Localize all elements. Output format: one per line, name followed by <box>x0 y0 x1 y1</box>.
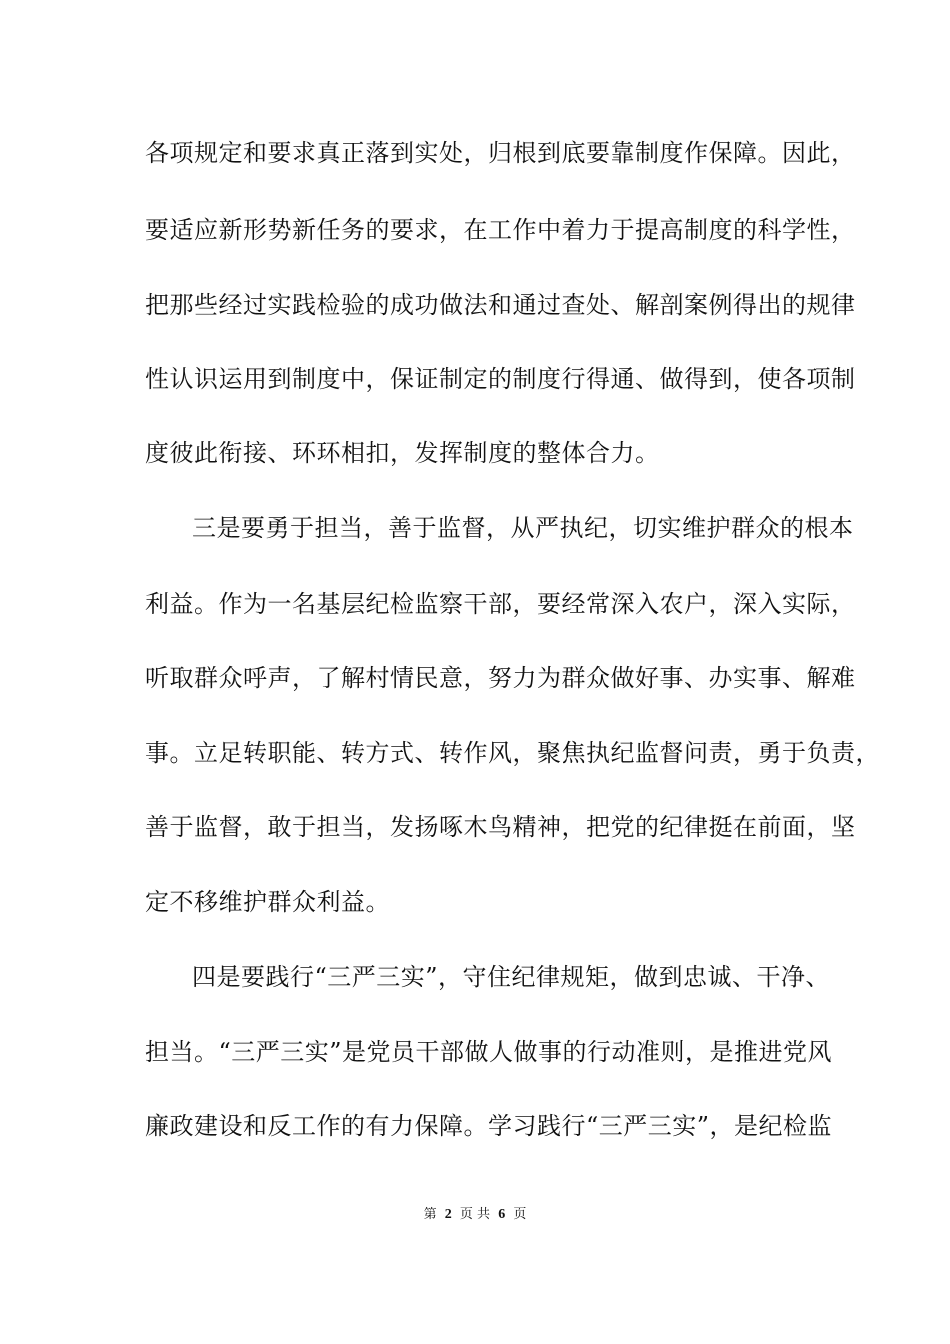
text-line-3: 把那些经过实践检验的成功做法和通过查处、解剖案例得出的规律 <box>145 291 856 319</box>
page-footer <box>0 1206 950 1224</box>
paragraph-3-first-line: 三是要勇于担当，善于监督，从严执纪，切实维护群众的根本 <box>192 514 854 542</box>
text-line-9: 事。立足转职能、转方式、转作风，聚焦执纪监督问责，勇于负责， <box>145 739 880 767</box>
text-line-2: 要适应新形势新任务的要求，在工作中着力于提高制度的科学性， <box>145 216 856 244</box>
text-line-13: 担当。“三严三实”是党员干部做人做事的行动准则，是推进党风 <box>145 1038 833 1066</box>
text-line-5: 度彼此衔接、环环相扣，发挥制度的整体合力。 <box>145 439 660 467</box>
current-page-number: 2 <box>444 1207 452 1222</box>
text-line-4: 性认识运用到制度中，保证制定的制度行得通、做得到，使各项制 <box>145 365 856 393</box>
paragraph-4-first-line: 四是要践行“三严三实”，守住纪律规矩，做到忠诚、干净、 <box>192 963 831 991</box>
footer-suffix: 页 <box>513 1207 527 1222</box>
text-line-8: 听取群众呼声，了解村情民意，努力为群众做好事、办实事、解难 <box>145 664 856 692</box>
text-line-11: 定不移维护群众利益。 <box>145 888 390 916</box>
text-line-7: 利益。作为一名基层纪检监察干部，要经常深入农户，深入实际， <box>145 590 856 618</box>
total-pages-number: 6 <box>498 1207 506 1222</box>
text-line-10: 善于监督，敢于担当，发扬啄木鸟精神，把党的纪律挺在前面，坚 <box>145 813 856 841</box>
text-line-14: 廉政建设和反工作的有力保障。学习践行“三严三实”，是纪检监 <box>145 1112 833 1140</box>
text-line-1: 各项规定和要求真正落到实处，归根到底要靠制度作保障。因此， <box>145 139 856 167</box>
footer-prefix: 第 <box>423 1207 437 1222</box>
footer-middle: 页 共 <box>459 1207 491 1222</box>
